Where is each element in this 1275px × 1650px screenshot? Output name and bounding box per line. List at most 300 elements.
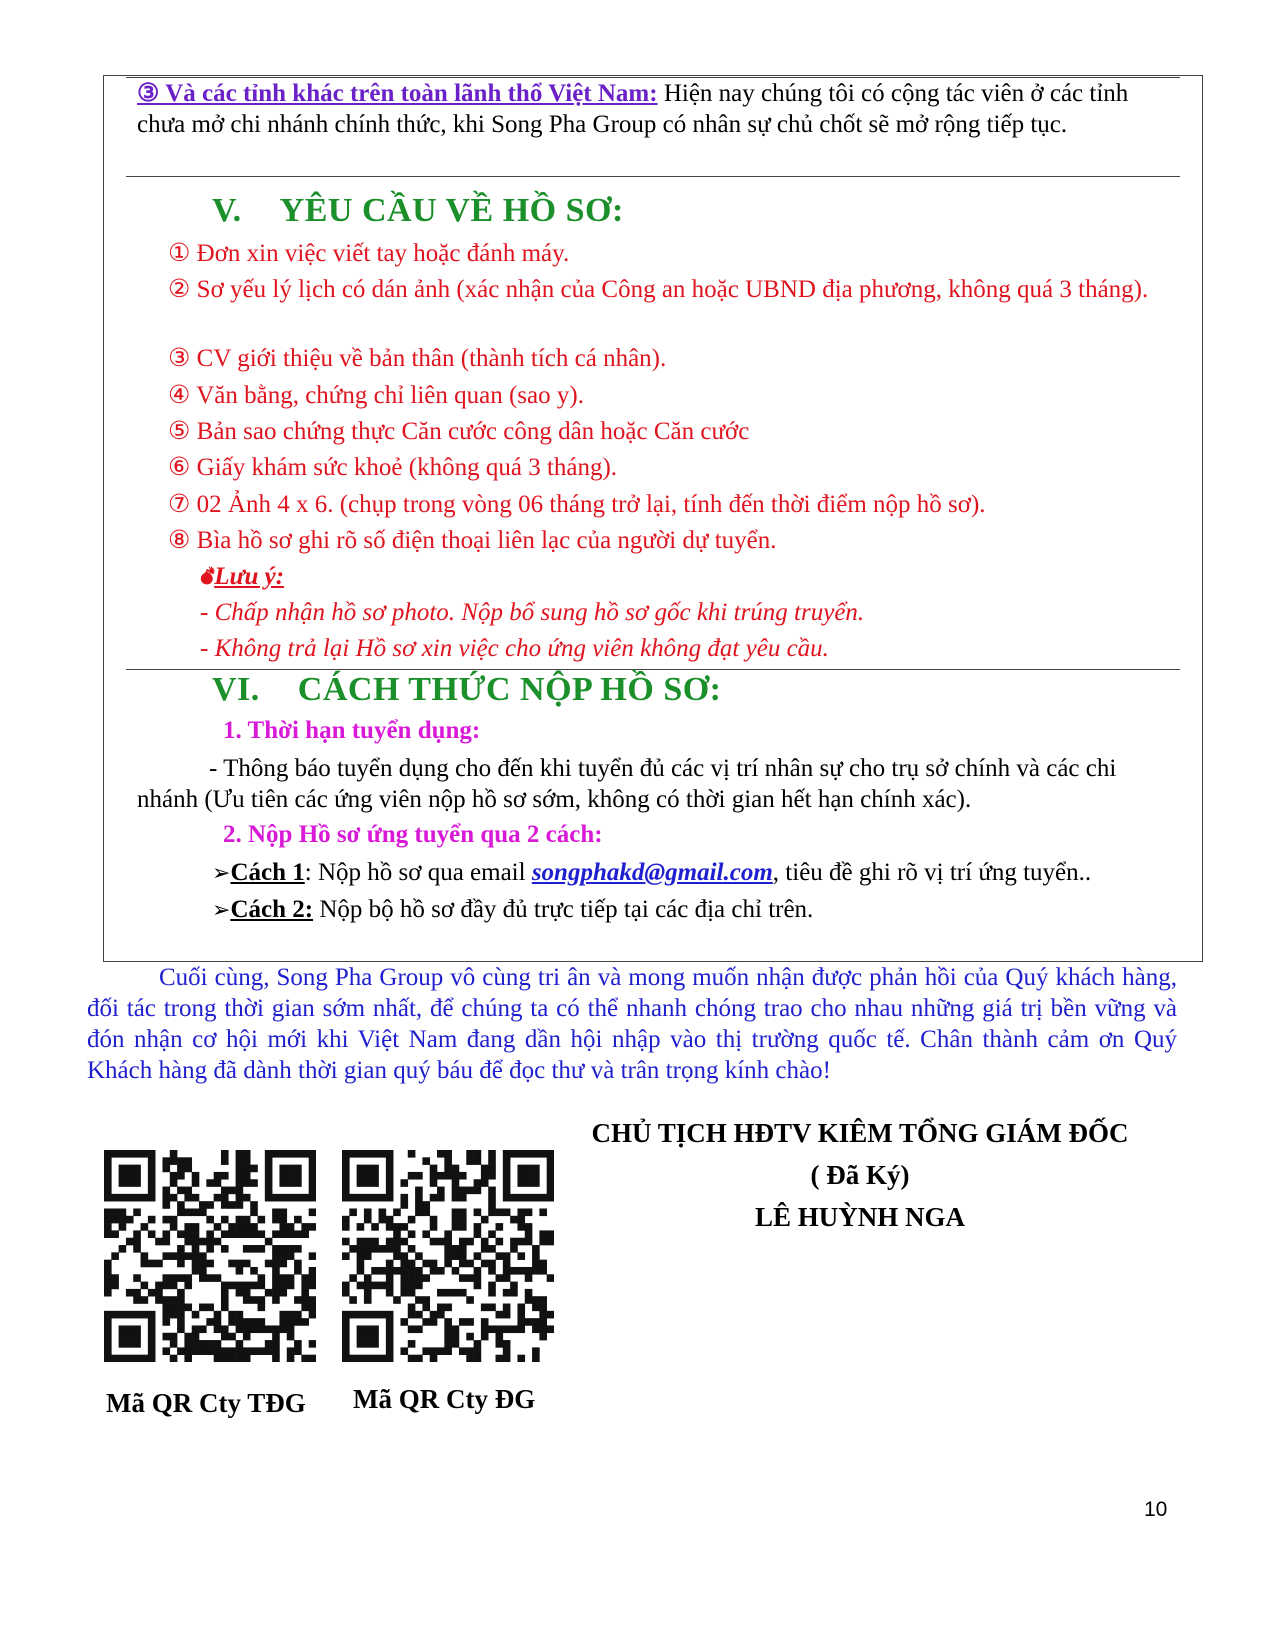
qr-module [444,1230,452,1238]
qr-module [192,1172,200,1180]
qr-module [371,1150,379,1158]
qr-module [430,1179,438,1187]
qr-module [342,1318,350,1326]
qr-module [496,1333,504,1341]
sub2-heading: 2. Nộp Hồ sơ ứng tuyển qua 2 cách: [223,821,603,848]
qr-module [400,1267,408,1275]
qr-module [170,1216,178,1224]
qr-module [148,1165,156,1173]
qr-module [126,1179,134,1187]
qr-module [214,1318,222,1326]
qr-module [184,1333,192,1341]
qr-module [206,1216,214,1224]
qr-module [177,1230,185,1238]
qr-module [415,1282,423,1290]
qr-module [141,1252,149,1260]
qr-module [437,1187,445,1195]
qr-module [488,1150,496,1158]
qr-module [111,1194,119,1202]
qr-module [111,1230,119,1238]
qr-module [474,1282,482,1290]
qr-module [393,1208,401,1216]
qr-module [133,1325,141,1333]
signature-status: ( Đã Ký) [810,1160,910,1190]
qr-module [141,1296,149,1304]
qr-module [250,1318,258,1326]
qr-module [532,1194,540,1202]
qr-module [342,1187,350,1195]
qr-module [206,1201,214,1209]
qr-module [236,1172,244,1180]
qr-module [206,1230,214,1238]
qr-module [386,1157,394,1165]
qr-module [228,1347,236,1355]
qr-module [532,1165,540,1173]
qr-module [466,1274,474,1282]
qr-module [525,1230,533,1238]
qr-module [532,1150,540,1158]
qr-module [236,1325,244,1333]
qr-module [119,1325,127,1333]
qr-module [184,1187,192,1195]
qr-module [459,1223,467,1231]
qr-module [408,1274,416,1282]
qr-module [422,1318,430,1326]
qr-module [415,1208,423,1216]
qr-module [119,1165,127,1173]
qr-module [243,1172,251,1180]
qr-module [532,1304,540,1312]
qr-module [371,1172,379,1180]
qr-module [422,1260,430,1268]
qr-module [192,1325,200,1333]
qr-module [177,1318,185,1326]
qr-module [430,1260,438,1268]
qr-module [192,1238,200,1246]
qr-module [272,1289,280,1297]
qr-module [301,1194,309,1202]
qr-module [192,1311,200,1319]
qr-module [162,1165,170,1173]
qr-module [162,1304,170,1312]
qr-module [510,1289,518,1297]
qr-module [272,1296,280,1304]
qr-module [386,1187,394,1195]
qr-module [532,1260,540,1268]
qr-module [525,1172,533,1180]
qr-module [459,1252,467,1260]
qr-module [243,1223,251,1231]
qr-module [104,1267,112,1275]
qr-module [309,1282,316,1290]
qr-module [126,1238,134,1246]
qr-module [250,1223,258,1231]
qr-module [279,1216,287,1224]
qr-module [415,1267,423,1275]
qr-module [162,1282,170,1290]
qr-module [236,1282,244,1290]
qr-module [119,1216,127,1224]
qr-module [342,1238,350,1246]
qr-module [279,1208,287,1216]
qr-module [444,1325,452,1333]
qr-module [279,1172,287,1180]
qr-module [430,1223,438,1231]
requirement-item-8: ⑧ Bìa hồ sơ ghi rõ số điện thoại liên lạc của người dự tuyển. [168,527,777,554]
qr-module [349,1296,357,1304]
qr-module [272,1282,280,1290]
qr-module [236,1318,244,1326]
qr-module [386,1238,394,1246]
qr-module [177,1201,185,1209]
qr-module [309,1311,316,1319]
qr-module [364,1296,372,1304]
qr-module [111,1208,119,1216]
qr-module [496,1340,504,1348]
page-number: 10 [1144,1498,1168,1521]
qr-module [104,1150,112,1158]
qr-module [437,1267,445,1275]
qr-module [532,1245,540,1253]
qr-module [258,1347,266,1355]
qr-module [466,1187,474,1195]
qr-module [539,1208,547,1216]
qr-module [265,1165,273,1173]
qr-module [111,1150,119,1158]
qr-module [221,1157,229,1165]
qr-module [221,1296,229,1304]
qr-module [104,1282,112,1290]
qr-module [503,1289,511,1297]
qr-module [243,1165,251,1173]
qr-module [272,1347,280,1355]
qr-module [199,1304,207,1312]
qr-module [148,1355,156,1362]
qr-module [364,1274,372,1282]
qr-module [474,1355,482,1362]
qr-module [371,1333,379,1341]
qr-module [221,1194,229,1202]
qr-module [243,1347,251,1355]
qr-module [104,1179,112,1187]
qr-module [349,1311,357,1319]
qr-module [199,1252,207,1260]
qr-module [488,1267,496,1275]
qr-module [177,1245,185,1253]
qr-module [228,1355,236,1362]
qr-module [148,1230,156,1238]
qr-module [119,1333,127,1341]
qr-module [510,1194,518,1202]
qr-module [214,1194,222,1202]
qr-module [258,1325,266,1333]
qr-module [301,1223,309,1231]
qr-module [357,1311,365,1319]
qr-module [243,1245,251,1253]
qr-module [488,1230,496,1238]
qr-module [364,1333,372,1341]
qr-module [221,1150,229,1158]
qr-module [104,1208,112,1216]
qr-module [459,1172,467,1180]
qr-module [496,1223,504,1231]
qr-module [364,1238,372,1246]
qr-module [155,1238,163,1246]
qr-module [342,1179,350,1187]
qr-code-tdg [104,1150,316,1362]
qr-module [386,1347,394,1355]
qr-module [379,1245,387,1253]
qr-module [272,1274,280,1282]
qr-module [371,1179,379,1187]
qr-module [525,1238,533,1246]
qr-module [177,1187,185,1195]
qr-module [357,1340,365,1348]
qr-module [309,1252,316,1260]
qr-module [474,1252,482,1260]
qr-module [488,1289,496,1297]
qr-module [294,1296,302,1304]
qr-module [228,1223,236,1231]
qr-module [192,1208,200,1216]
qr-module [386,1355,394,1362]
qr-module [503,1252,511,1260]
qr-module [459,1347,467,1355]
qr-module [547,1187,554,1195]
qr-module [342,1347,350,1355]
qr-module [250,1347,258,1355]
qr-module [301,1230,309,1238]
qr-module [272,1340,280,1348]
qr-module [408,1325,416,1333]
qr-module [104,1187,112,1195]
qr-module [400,1260,408,1268]
qr-module [294,1311,302,1319]
qr-module [349,1150,357,1158]
qr-module [141,1260,149,1268]
qr-module [162,1157,170,1165]
qr-module [133,1238,141,1246]
qr-module [357,1238,365,1246]
qr-module [236,1230,244,1238]
qr-module [357,1282,365,1290]
qr-module [444,1340,452,1348]
qr-module [162,1347,170,1355]
qr-module [228,1230,236,1238]
qr-module [444,1260,452,1268]
qr-module [228,1311,236,1319]
email-link[interactable]: songphakd@gmail.com [531,859,773,886]
provinces-lead: ③ Và các tỉnh khác trên toàn lãnh thổ Việt Nam: [137,80,658,107]
qr-module [228,1260,236,1268]
qr-module [547,1172,554,1180]
qr-module [400,1318,408,1326]
qr-module [342,1355,350,1362]
qr-module [119,1355,127,1362]
qr-module [214,1172,222,1180]
qr-module [444,1304,452,1312]
qr-module [177,1347,185,1355]
qr-module [228,1201,236,1209]
qr-module [379,1150,387,1158]
qr-module [488,1325,496,1333]
qr-module [386,1216,394,1224]
qr-module [481,1318,489,1326]
divider-section6 [126,669,1180,670]
qr-module [148,1179,156,1187]
qr-module [236,1157,244,1165]
qr-module [525,1318,533,1326]
qr-module [170,1172,178,1180]
qr-module [184,1282,192,1290]
qr-module [104,1216,112,1224]
qr-module [444,1238,452,1246]
qr-module [119,1223,127,1231]
qr-module [243,1194,251,1202]
qr-module [177,1274,185,1282]
qr-module [466,1347,474,1355]
qr-module [126,1311,134,1319]
qr-module [294,1267,302,1275]
qr-module [148,1187,156,1195]
qr-module [503,1179,511,1187]
qr-module [279,1274,287,1282]
qr-module [496,1252,504,1260]
qr-module [177,1208,185,1216]
qr-module [415,1252,423,1260]
qr-module [430,1216,438,1224]
qr-module [488,1260,496,1268]
qr-module [496,1274,504,1282]
qr-module [466,1157,474,1165]
qr-module [126,1289,134,1297]
qr-module [199,1238,207,1246]
qr-module [349,1194,357,1202]
qr-module [459,1274,467,1282]
qr-module [104,1230,112,1238]
qr-module [386,1318,394,1326]
qr-module [236,1289,244,1297]
qr-module [243,1355,251,1362]
signature-title: CHỦ TỊCH HĐTV KIÊM TỔNG GIÁM ĐỐC [591,1118,1129,1148]
qr-module [357,1194,365,1202]
requirement-item-1: ① Đơn xin việc viết tay hoặc đánh máy. [168,240,570,267]
qr-module [517,1252,525,1260]
qr-module [503,1260,511,1268]
qr-module [408,1172,416,1180]
arrow-icon: ➢ [212,898,231,923]
qr-module [430,1318,438,1326]
requirement-item-5: ⑤ Bản sao chứng thực Căn cước công dân hoặc Căn cước [168,418,750,445]
qr-module [214,1223,222,1231]
qr-module [379,1194,387,1202]
qr-module [287,1194,295,1202]
qr-module [379,1267,387,1275]
qr-module [294,1216,302,1224]
qr-module [342,1150,350,1158]
qr-module [111,1216,119,1224]
qr-module [236,1187,244,1195]
qr-module [279,1165,287,1173]
section5-title: YÊU CẦU VỀ HỒ SƠ: [279,192,624,229]
qr-module [104,1333,112,1341]
way2-text: Nộp bộ hồ sơ đầy đủ trực tiếp tại các địa chỉ trên. [313,896,814,923]
qr-module [265,1340,273,1348]
qr-module [206,1260,214,1268]
qr-module [184,1340,192,1348]
qr-module [294,1194,302,1202]
qr-module [279,1289,287,1297]
qr-module [104,1194,112,1202]
qr-module [309,1208,316,1216]
qr-module [258,1230,266,1238]
qr-module [243,1333,251,1341]
qr-module [228,1282,236,1290]
qr-module [184,1157,192,1165]
qr-module [364,1194,372,1202]
qr-module [364,1150,372,1158]
qr-module [474,1230,482,1238]
qr-module [481,1172,489,1180]
qr-module [386,1194,394,1202]
qr-module [357,1223,365,1231]
qr-module [452,1325,460,1333]
qr-module [342,1172,350,1180]
qr-module [243,1325,251,1333]
qr-module [379,1208,387,1216]
qr-module [162,1274,170,1282]
qr-module [364,1282,372,1290]
qr-module [177,1260,185,1268]
note-label: Lưu ý: [214,563,285,590]
qr-module [148,1318,156,1326]
qr-module [104,1157,112,1165]
qr-module [148,1157,156,1165]
qr-module [444,1172,452,1180]
section6-title: CÁCH THỨC NỘP HỒ SƠ: [297,671,722,708]
qr-module [265,1325,273,1333]
qr-module [170,1179,178,1187]
qr-module [301,1296,309,1304]
qr-module [301,1282,309,1290]
qr-module [221,1333,229,1341]
qr-module [459,1245,467,1253]
qr-module [357,1333,365,1341]
sub1-text: - Thông báo tuyển dụng cho đến khi tuyển đủ các vị trí nhân sự cho trụ sở chính và các chi nhánh (Ưu tiên các ứng viên nộp hồ sơ sớm, không có thời gian hết hạn chính xác). [137,755,1117,813]
qr-module [400,1194,408,1202]
qr-module [474,1150,482,1158]
qr-module [386,1282,394,1290]
qr-module [430,1194,438,1202]
qr-module [287,1223,295,1231]
qr-module [279,1150,287,1158]
qr-module [517,1304,525,1312]
qr-module [532,1325,540,1333]
qr-module [111,1311,119,1319]
qr-module [444,1347,452,1355]
qr-module [126,1165,134,1173]
qr-module [133,1296,141,1304]
qr-module [474,1223,482,1231]
qr-module [357,1179,365,1187]
qr-module [422,1157,430,1165]
qr-module [309,1187,316,1195]
qr-module [386,1150,394,1158]
qr-module [503,1274,511,1282]
qr-module [126,1333,134,1341]
qr-module [503,1208,511,1216]
qr-module [459,1260,467,1268]
